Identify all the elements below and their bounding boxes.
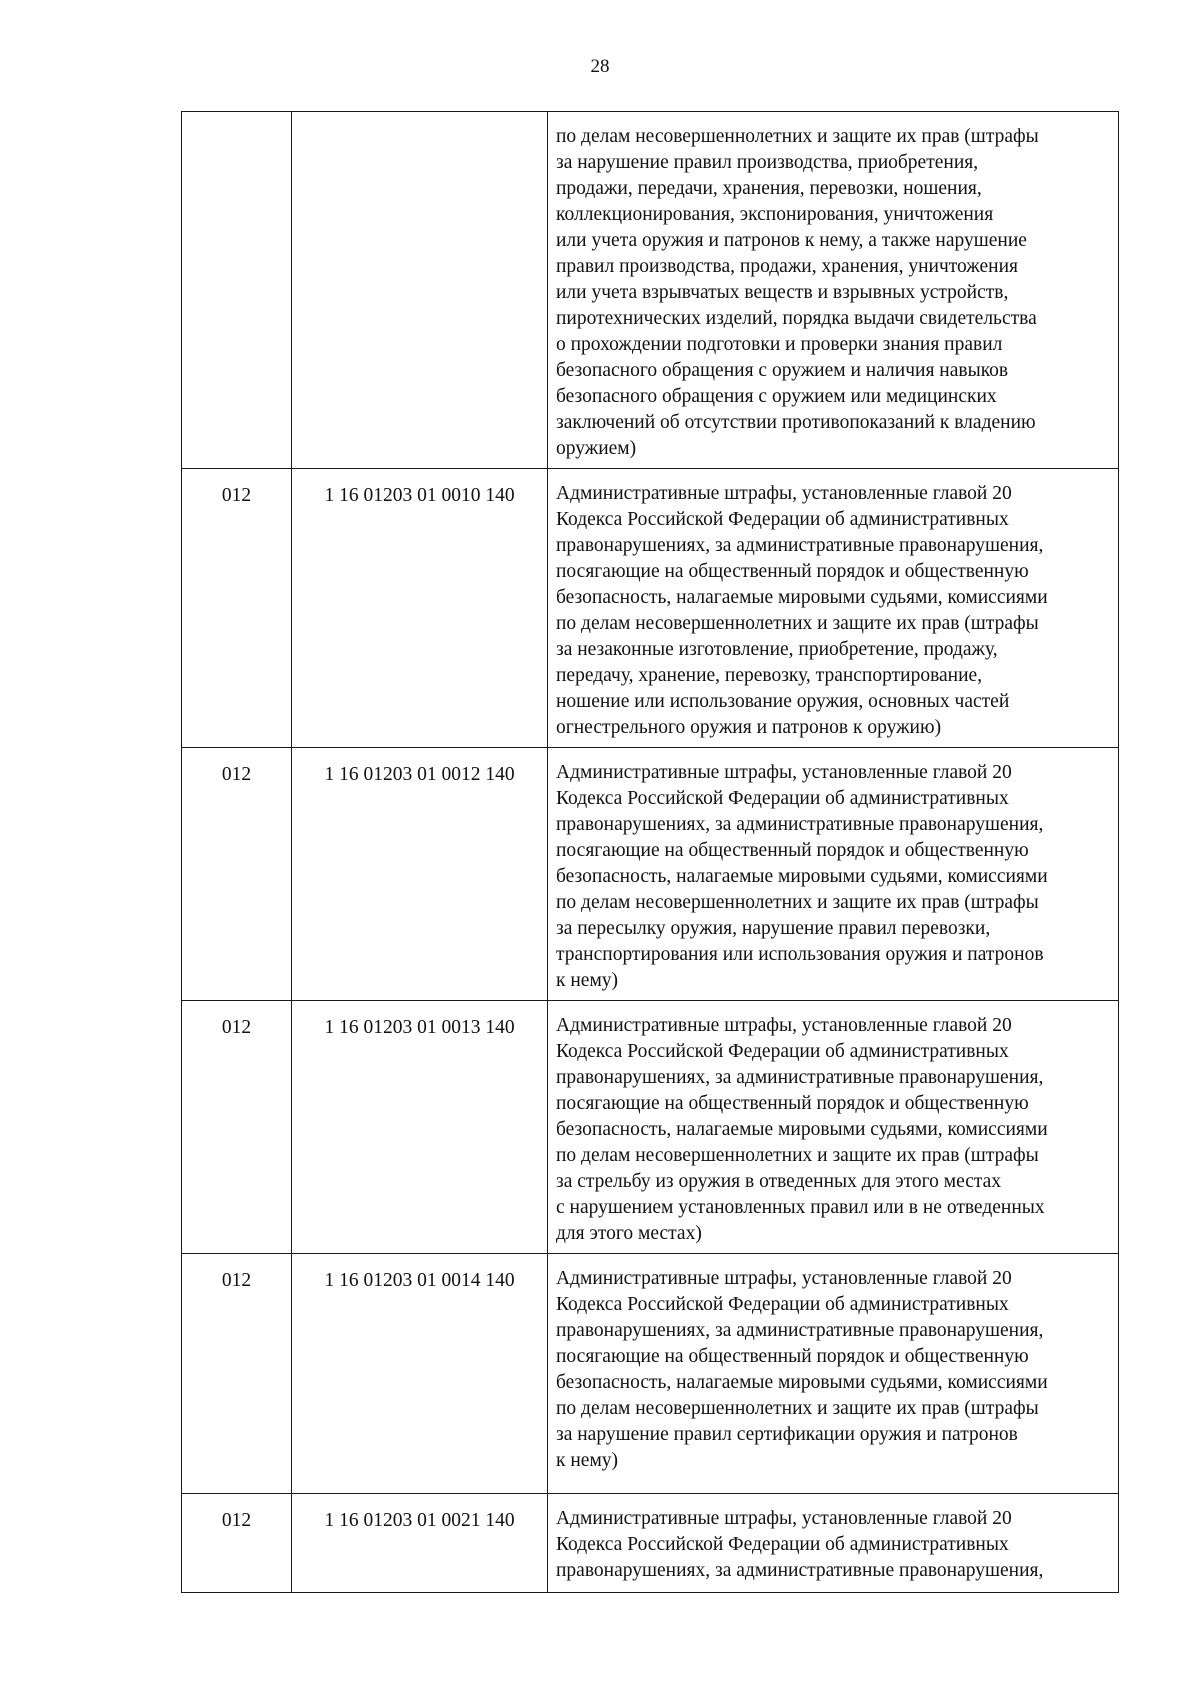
description-line: за незаконные изготовление, приобретение, продажу, <box>556 639 998 660</box>
description-line: Административные штрафы, установленные главой 20 <box>556 1508 1012 1529</box>
description-line: к нему) <box>556 1450 619 1471</box>
income-description-cell <box>548 469 1119 748</box>
income-description-cell <box>548 748 1119 1001</box>
budget-classification-code-cell: 1 16 01203 01 0021 140 <box>292 1494 548 1593</box>
description-line: транспортирования или использования оружия и патронов <box>556 944 1044 965</box>
budget-classification-code-cell: 1 16 01203 01 0010 140 <box>292 469 548 748</box>
description-line: безопасного обращения с оружием или медицинских <box>556 386 997 407</box>
description-line: Кодекса Российской Федерации об административных <box>556 1534 1009 1555</box>
description-line: для этого местах) <box>556 1223 702 1244</box>
budget-classification-code-cell <box>292 112 548 469</box>
income-description-cell <box>548 1001 1119 1254</box>
description-line: передачу, хранение, перевозку, транспортирование, <box>556 665 983 686</box>
budget-classification-table <box>181 111 1119 1593</box>
administrator-code-cell: 012 <box>182 469 292 748</box>
administrator-code-cell: 012 <box>182 1001 292 1254</box>
description-line: Кодекса Российской Федерации об административных <box>556 788 1009 809</box>
description-line: оружием) <box>556 438 637 459</box>
description-line: безопасного обращения с оружием и наличия навыков <box>556 360 1009 381</box>
income-description-cell <box>548 112 1119 469</box>
description-line: правонарушениях, за административные правонарушения, <box>556 535 1044 556</box>
description-line: Кодекса Российской Федерации об административных <box>556 1041 1009 1062</box>
description-line: с нарушением установленных правил или в не отведенных <box>556 1197 1045 1218</box>
administrator-code-cell <box>182 112 292 469</box>
table-row <box>182 112 1119 469</box>
description-line: посягающие на общественный порядок и общественную <box>556 840 1029 861</box>
description-line: посягающие на общественный порядок и общественную <box>556 561 1029 582</box>
table-row <box>182 748 1119 1001</box>
table-body <box>182 112 1119 1593</box>
description-line: заключений об отсутствии противопоказаний к владению <box>556 412 1036 433</box>
table-row <box>182 469 1119 748</box>
budget-classification-code-cell: 1 16 01203 01 0013 140 <box>292 1001 548 1254</box>
description-line: безопасность, налагаемые мировыми судьями, комиссиями <box>556 866 1048 887</box>
description-line: за стрельбу из оружия в отведенных для этого местах <box>556 1171 1002 1192</box>
description-line: Административные штрафы, установленные главой 20 <box>556 1015 1012 1036</box>
description-line: Административные штрафы, установленные главой 20 <box>556 762 1012 783</box>
description-line: за нарушение правил сертификации оружия и патронов <box>556 1424 1018 1445</box>
description-line: ношение или использование оружия, основных частей <box>556 691 1010 712</box>
description-line: по делам несовершеннолетних и защите их прав (штрафы <box>556 613 1039 634</box>
description-line: Кодекса Российской Федерации об административных <box>556 509 1009 530</box>
description-line: огнестрельного оружия и патронов к оружию) <box>556 717 942 738</box>
table-row <box>182 1001 1119 1254</box>
description-line: безопасность, налагаемые мировыми судьями, комиссиями <box>556 587 1048 608</box>
description-line: по делам несовершеннолетних и защите их прав (штрафы <box>556 892 1039 913</box>
description-line: по делам несовершеннолетних и защите их прав (штрафы <box>556 126 1039 147</box>
page-number: 28 <box>590 56 610 77</box>
description-line: правонарушениях, за административные правонарушения, <box>556 1320 1044 1341</box>
table-row <box>182 1254 1119 1494</box>
description-line: посягающие на общественный порядок и общественную <box>556 1093 1029 1114</box>
description-line: или учета взрывчатых веществ и взрывных устройств, <box>556 282 1009 303</box>
description-line: правил производства, продажи, хранения, уничтожения <box>556 256 1018 277</box>
description-line: о прохождении подготовки и проверки знания правил <box>556 334 1003 355</box>
description-line: безопасность, налагаемые мировыми судьями, комиссиями <box>556 1119 1048 1140</box>
budget-classification-code-cell: 1 16 01203 01 0014 140 <box>292 1254 548 1494</box>
description-line: Административные штрафы, установленные главой 20 <box>556 1268 1012 1289</box>
administrator-code-cell: 012 <box>182 1494 292 1593</box>
description-line: посягающие на общественный порядок и общественную <box>556 1346 1029 1367</box>
description-line: правонарушениях, за административные правонарушения, <box>556 814 1044 835</box>
description-line: продажи, передачи, хранения, перевозки, ношения, <box>556 178 982 199</box>
description-line: за пересылку оружия, нарушение правил перевозки, <box>556 918 991 939</box>
description-line: Административные штрафы, установленные главой 20 <box>556 483 1012 504</box>
description-line: правонарушениях, за административные правонарушения, <box>556 1067 1044 1088</box>
description-line: по делам несовершеннолетних и защите их прав (штрафы <box>556 1145 1039 1166</box>
income-description-cell <box>548 1494 1119 1593</box>
description-line: пиротехнических изделий, порядка выдачи свидетельства <box>556 308 1037 329</box>
income-description-cell <box>548 1254 1119 1494</box>
description-line: правонарушениях, за административные правонарушения, <box>556 1560 1044 1581</box>
table-row <box>182 1494 1119 1593</box>
administrator-code-cell: 012 <box>182 1254 292 1494</box>
description-line: коллекционирования, экспонирования, уничтожения <box>556 204 994 225</box>
description-line: по делам несовершеннолетних и защите их прав (штрафы <box>556 1398 1039 1419</box>
administrator-code-cell: 012 <box>182 748 292 1001</box>
description-line: Кодекса Российской Федерации об административных <box>556 1294 1009 1315</box>
description-line: безопасность, налагаемые мировыми судьями, комиссиями <box>556 1372 1048 1393</box>
description-line: за нарушение правил производства, приобретения, <box>556 152 979 173</box>
budget-classification-code-cell: 1 16 01203 01 0012 140 <box>292 748 548 1001</box>
description-line: к нему) <box>556 970 619 991</box>
description-line: или учета оружия и патронов к нему, а также нарушение <box>556 230 1027 251</box>
